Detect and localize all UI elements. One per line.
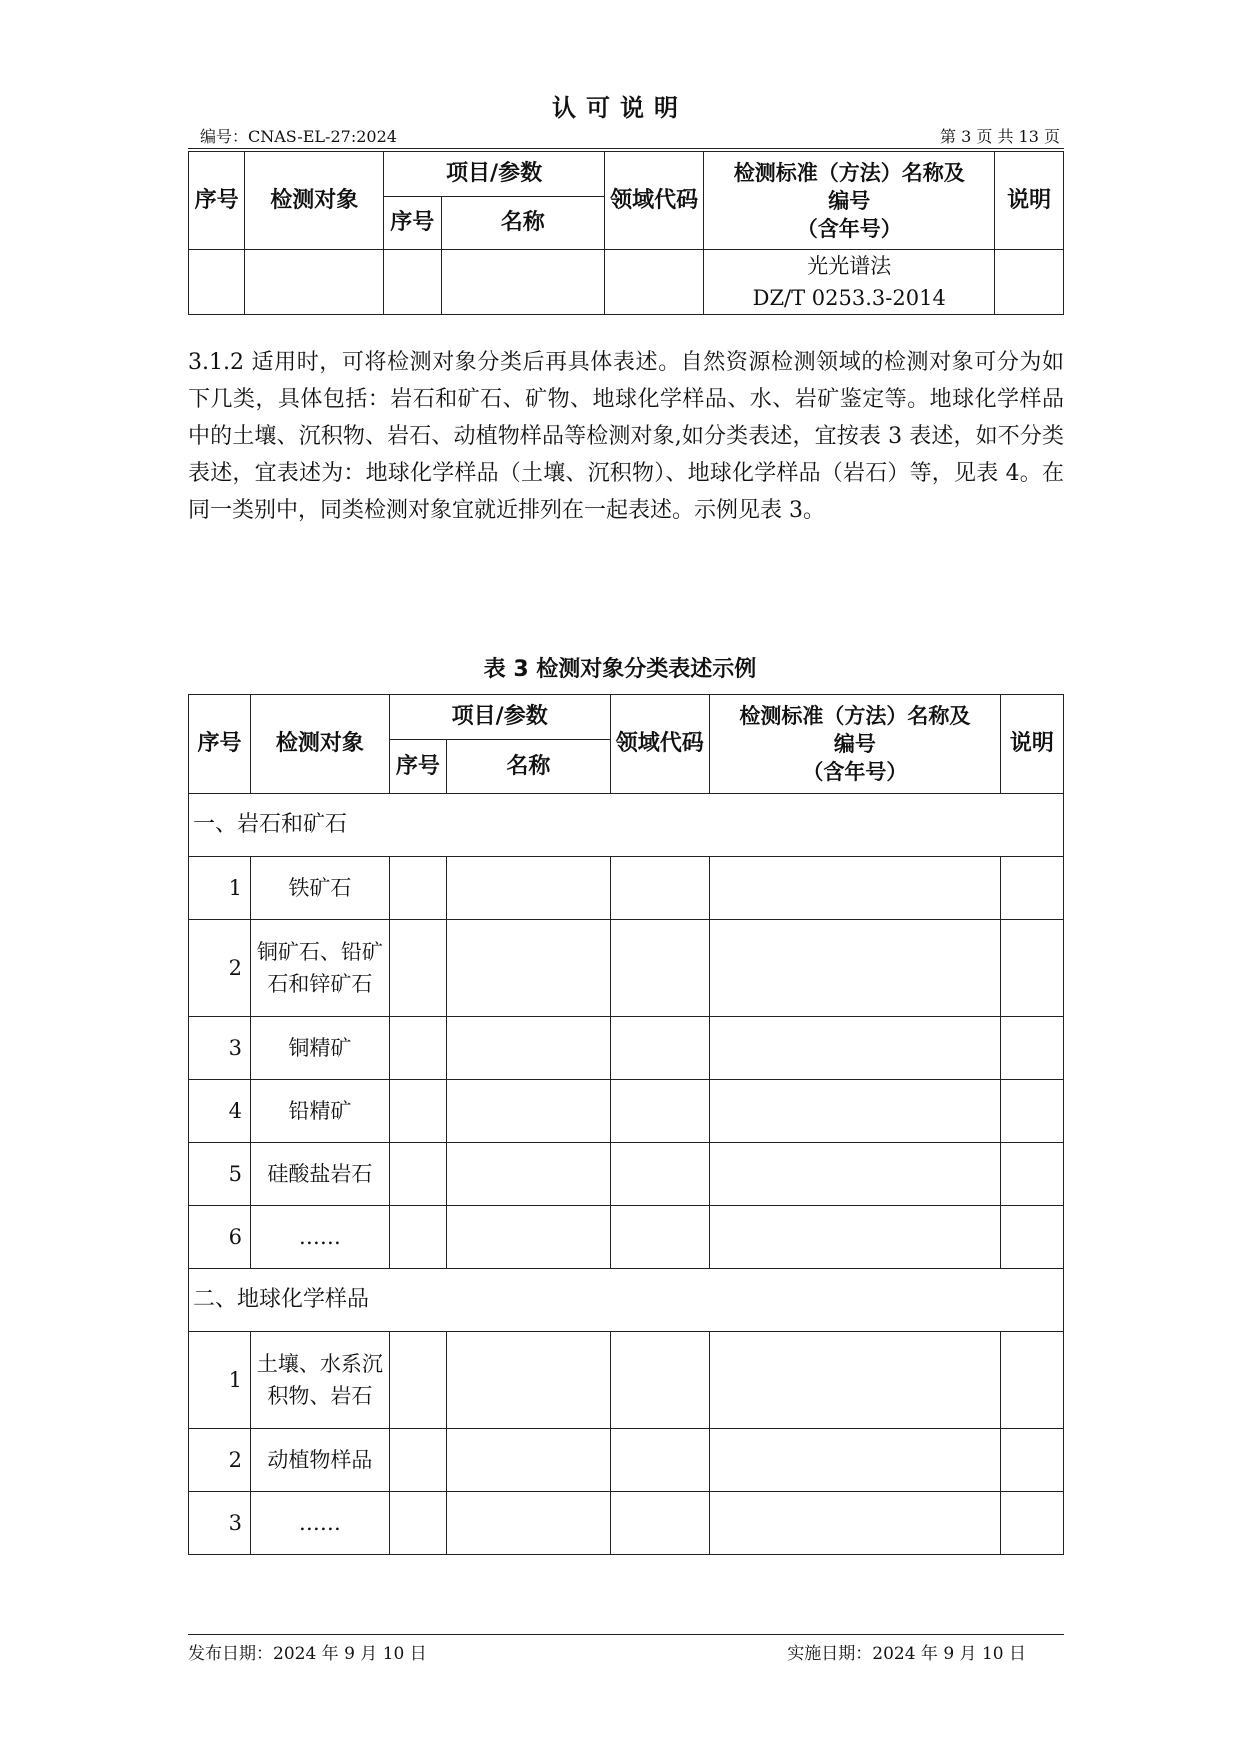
cell-empty: [447, 1332, 611, 1429]
cell-empty: [389, 1143, 447, 1206]
cell-empty: [389, 1017, 447, 1080]
row-object: 铅精矿: [251, 1080, 390, 1143]
category-row: 二、地球化学样品: [189, 1269, 1064, 1332]
header-object: 检测对象: [251, 695, 390, 794]
header-seq: 序号: [189, 152, 245, 250]
cell-empty: [610, 920, 709, 1017]
cell-empty: [1000, 1332, 1063, 1429]
cell-empty: [610, 1332, 709, 1429]
cell-empty: [709, 1017, 1000, 1080]
row-object: 硅酸盐岩石: [251, 1143, 390, 1206]
cell-empty: [1000, 1206, 1063, 1269]
row-number: 5: [189, 1143, 251, 1206]
cell-empty: [245, 250, 384, 315]
cell-empty: [447, 1143, 611, 1206]
cell-empty: [447, 1492, 611, 1555]
row-object: 动植物样品: [251, 1429, 390, 1492]
cell-empty: [447, 1080, 611, 1143]
row-number: 2: [189, 1429, 251, 1492]
cell-empty: [389, 1429, 447, 1492]
cell-empty: [1000, 1492, 1063, 1555]
header-standard: 检测标准（方法）名称及 编号 （含年号）: [709, 695, 1000, 794]
header-note: 说明: [995, 152, 1064, 250]
cell-empty: [1000, 920, 1063, 1017]
cell-empty: [610, 1206, 709, 1269]
cell-empty: [447, 1017, 611, 1080]
page-title: 认可说明: [552, 93, 688, 122]
cell-empty: [709, 1206, 1000, 1269]
cell-empty: [1000, 1080, 1063, 1143]
row-number: 3: [189, 1492, 251, 1555]
cell-empty: [389, 857, 447, 920]
header-seq: 序号: [189, 695, 251, 794]
cell-empty: [189, 250, 245, 315]
header-item-param: 项目/参数: [384, 152, 605, 197]
cell-empty: [1000, 1143, 1063, 1206]
header-name: 名称: [447, 740, 611, 794]
cell-empty: [610, 1143, 709, 1206]
cell-empty: [1000, 1429, 1063, 1492]
body-paragraph: 3.1.2 适用时，可将检测对象分类后再具体表述。自然资源检测领域的检测对象可分为如下几类，具体包括：岩石和矿石、矿物、地球化学样品、水、岩矿鉴定等。地球化学样品中的土壤、沉积物、岩石、动植物样品等检测对象,如分类表述，宜按表 3 表述，如不分类表述，宜表述为：地球化学样品（土壤、沉积物）、地球化学样品（岩石）等，见表 4。在同一类别中，同类检测对象宜就近排列在一起表述。示例见表 3。: [188, 350, 1064, 523]
header-note: 说明: [1000, 695, 1063, 794]
cell-empty: [610, 1492, 709, 1555]
row-object: 铁矿石: [251, 857, 390, 920]
category-row: 一、岩石和矿石: [189, 794, 1064, 857]
cell-empty: [709, 1080, 1000, 1143]
effective-date: 实施日期：2024 年 9 月 10 日: [787, 1644, 1026, 1664]
header-name: 名称: [441, 197, 605, 250]
row-number: 6: [189, 1206, 251, 1269]
cell-empty: [709, 1143, 1000, 1206]
cell-empty: [447, 1429, 611, 1492]
cell-empty: [709, 857, 1000, 920]
header-sub-seq: 序号: [384, 197, 442, 250]
cell-empty: [610, 857, 709, 920]
header-object: 检测对象: [245, 152, 384, 250]
cell-empty: [441, 250, 605, 315]
cell-empty: [995, 250, 1064, 315]
cell-empty: [389, 1332, 447, 1429]
cell-empty: [447, 857, 611, 920]
cell-empty: [389, 1080, 447, 1143]
cell-empty: [605, 250, 704, 315]
row-number: 3: [189, 1017, 251, 1080]
cell-empty: [389, 1492, 447, 1555]
row-number: 1: [189, 857, 251, 920]
table-3: [188, 694, 1064, 1555]
cell-empty: [384, 250, 442, 315]
row-object: ……: [251, 1492, 390, 1555]
row-number: 2: [189, 920, 251, 1017]
row-object: ……: [251, 1206, 390, 1269]
page-info: 第 3 页 共 13 页: [940, 127, 1060, 146]
table-caption: 表 3 检测对象分类表述示例: [483, 657, 757, 682]
cell-empty: [389, 920, 447, 1017]
page-footer: [188, 1634, 1064, 1664]
cell-empty: [610, 1017, 709, 1080]
cell-empty: [709, 1429, 1000, 1492]
cell-empty: [709, 1332, 1000, 1429]
cell-empty: [610, 1429, 709, 1492]
cell-empty: [709, 1492, 1000, 1555]
cell-empty: [610, 1080, 709, 1143]
row-object: 土壤、水系沉积物、岩石: [251, 1332, 390, 1429]
doc-number: 编号：CNAS-EL-27:2024: [200, 127, 397, 146]
publish-date: 发布日期：2024 年 9 月 10 日: [188, 1644, 427, 1664]
header-sub-seq: 序号: [389, 740, 447, 794]
row-number: 4: [189, 1080, 251, 1143]
header-standard: 检测标准（方法）名称及 编号 （含年号）: [704, 152, 995, 250]
row-object: 铜精矿: [251, 1017, 390, 1080]
header-domain-code: 领域代码: [605, 152, 704, 250]
doc-meta-bar: [188, 122, 1064, 149]
header-domain-code: 领域代码: [610, 695, 709, 794]
continued-table: [188, 151, 1064, 315]
cell-empty: [447, 1206, 611, 1269]
cell-empty: [709, 920, 1000, 1017]
row-number: 1: [189, 1332, 251, 1429]
cell-standard: 光光谱法 DZ/T 0253.3-2014: [704, 250, 995, 315]
cell-empty: [1000, 1017, 1063, 1080]
cell-empty: [1000, 857, 1063, 920]
cell-empty: [389, 1206, 447, 1269]
cell-empty: [447, 920, 611, 1017]
row-object: 铜矿石、铅矿石和锌矿石: [251, 920, 390, 1017]
header-item-param: 项目/参数: [389, 695, 610, 740]
